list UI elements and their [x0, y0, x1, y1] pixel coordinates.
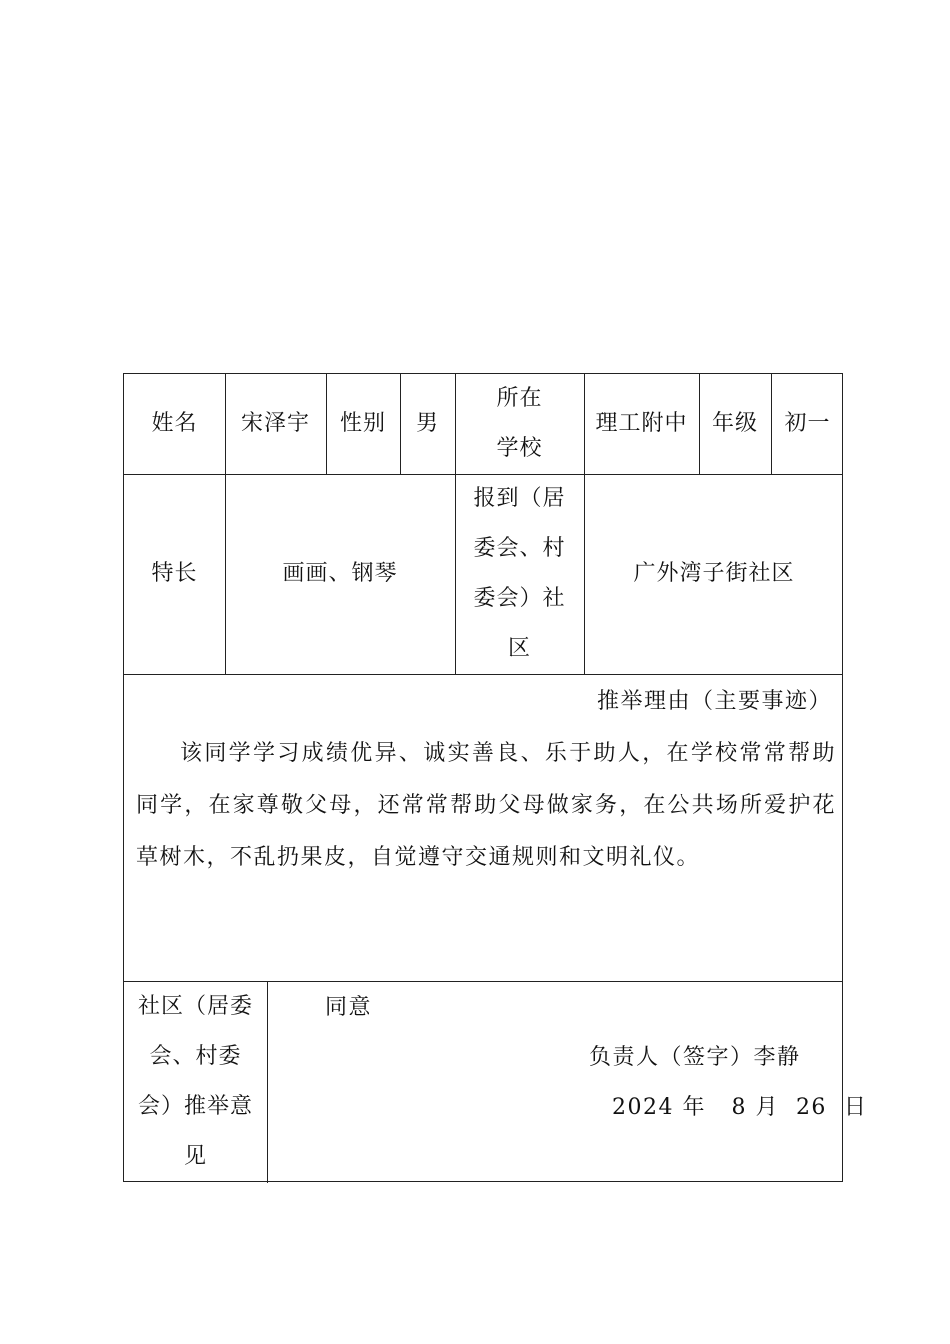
reason-cell [124, 674, 844, 981]
specialty-label: 特长 [151, 561, 198, 586]
school-label [455, 374, 584, 474]
opinion-content [267, 981, 868, 1183]
community-label-line2: 委会、村 [473, 536, 566, 561]
gender-value: 男 [415, 411, 439, 436]
school-value: 理工附中 [595, 411, 688, 436]
gender-label: 性别 [339, 411, 386, 436]
opinion-signer: 负责人（签字）李静 [589, 1045, 801, 1070]
specialty-value: 画画、钢琴 [282, 561, 398, 586]
opinion-label-line2: 会、村委 [149, 1044, 242, 1069]
opinion-label [124, 981, 267, 1183]
opinion-label-line4: 见 [183, 1144, 207, 1169]
community-label-line1: 报到（居 [473, 486, 566, 511]
name-value: 宋泽宇 [240, 411, 310, 436]
opinion-decision: 同意 [325, 995, 373, 1020]
community-label-line4: 区 [507, 636, 531, 661]
opinion-label-line3: 会）推举意 [137, 1094, 253, 1119]
grade-value: 初一 [784, 411, 831, 436]
community-label [455, 474, 584, 674]
community-label-line3: 委会）社 [473, 586, 566, 611]
opinion-date: 2024 年 8 月 26 日 [612, 1095, 868, 1120]
name-label: 姓名 [151, 411, 198, 436]
grade-label: 年级 [711, 411, 758, 436]
school-label-line2: 学校 [496, 436, 543, 461]
school-label-line1: 所在 [496, 386, 543, 411]
recommendation-form [123, 373, 868, 1182]
reason-body: 该同学学习成绩优异、诚实善良、乐于助人，在学校常常帮助同学，在家尊敬父母，还常常帮助父母做家务，在公共场所爱护花草树木，不乱扔果皮，自觉遵守交通规则和文明礼仪。 [136, 741, 836, 870]
reason-heading: 推举理由（主要事迹） [596, 689, 832, 714]
opinion-label-line1: 社区（居委 [137, 994, 253, 1019]
community-value: 广外湾子街社区 [633, 561, 795, 586]
